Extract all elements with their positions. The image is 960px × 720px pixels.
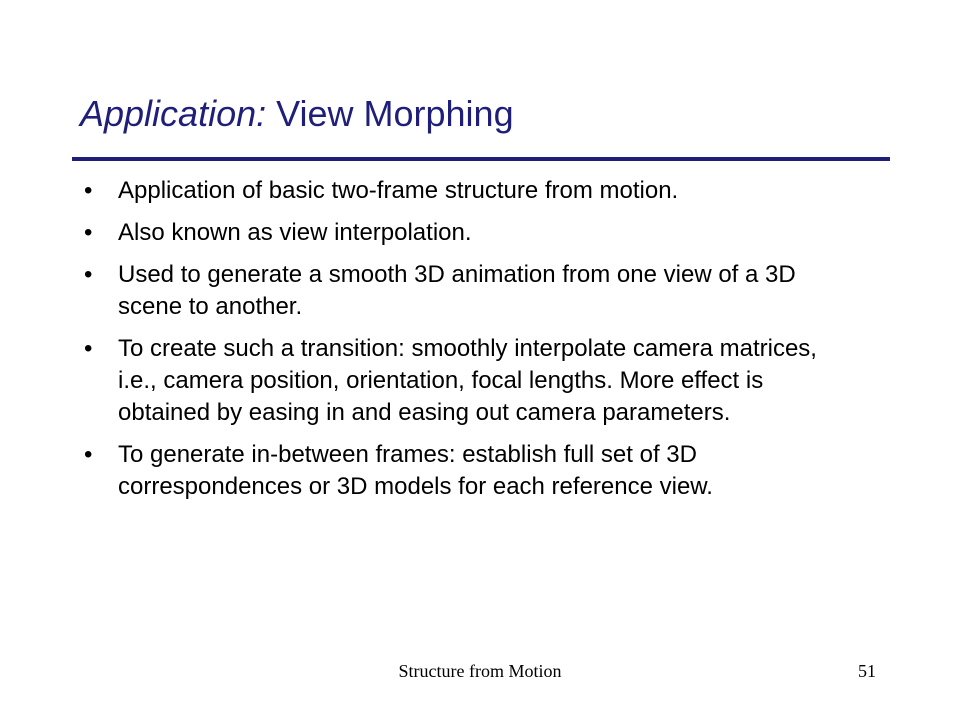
slide-title xyxy=(80,92,514,135)
bullet-text: Also known as view interpolation. xyxy=(118,219,472,246)
bullet-text: Application of basic two-frame structure from motion. xyxy=(118,177,679,204)
bullet-dot-icon: • xyxy=(84,441,93,468)
bullet-item xyxy=(80,259,840,323)
footer-title: Structure from Motion xyxy=(398,661,562,681)
bullet-item xyxy=(80,439,840,503)
title-underline xyxy=(72,157,890,161)
bullet-text: Used to generate a smooth 3D animation from one view of a 3D scene to another. xyxy=(118,261,796,320)
bullet-list xyxy=(80,175,840,513)
bullet-text: To generate in-between frames: establish full set of 3D correspondences or 3D models for each reference view. xyxy=(118,441,713,500)
bullet-item xyxy=(80,333,840,429)
bullet-item xyxy=(80,217,840,249)
bullet-text: To create such a transition: smoothly interpolate camera matrices, i.e., camera position, orientation, focal lengths. More effect is obtained by easing in and easing out camera parameters. xyxy=(118,335,817,426)
page-number: 51 xyxy=(858,661,876,681)
bullet-dot-icon: • xyxy=(84,261,93,288)
bullet-dot-icon: • xyxy=(84,177,93,204)
slide-title-rest: View Morphing xyxy=(266,93,514,134)
bullet-dot-icon: • xyxy=(84,219,93,246)
bullet-dot-icon: • xyxy=(84,335,93,362)
bullet-item xyxy=(80,175,840,207)
slide-title-italic: Application: xyxy=(80,93,267,134)
